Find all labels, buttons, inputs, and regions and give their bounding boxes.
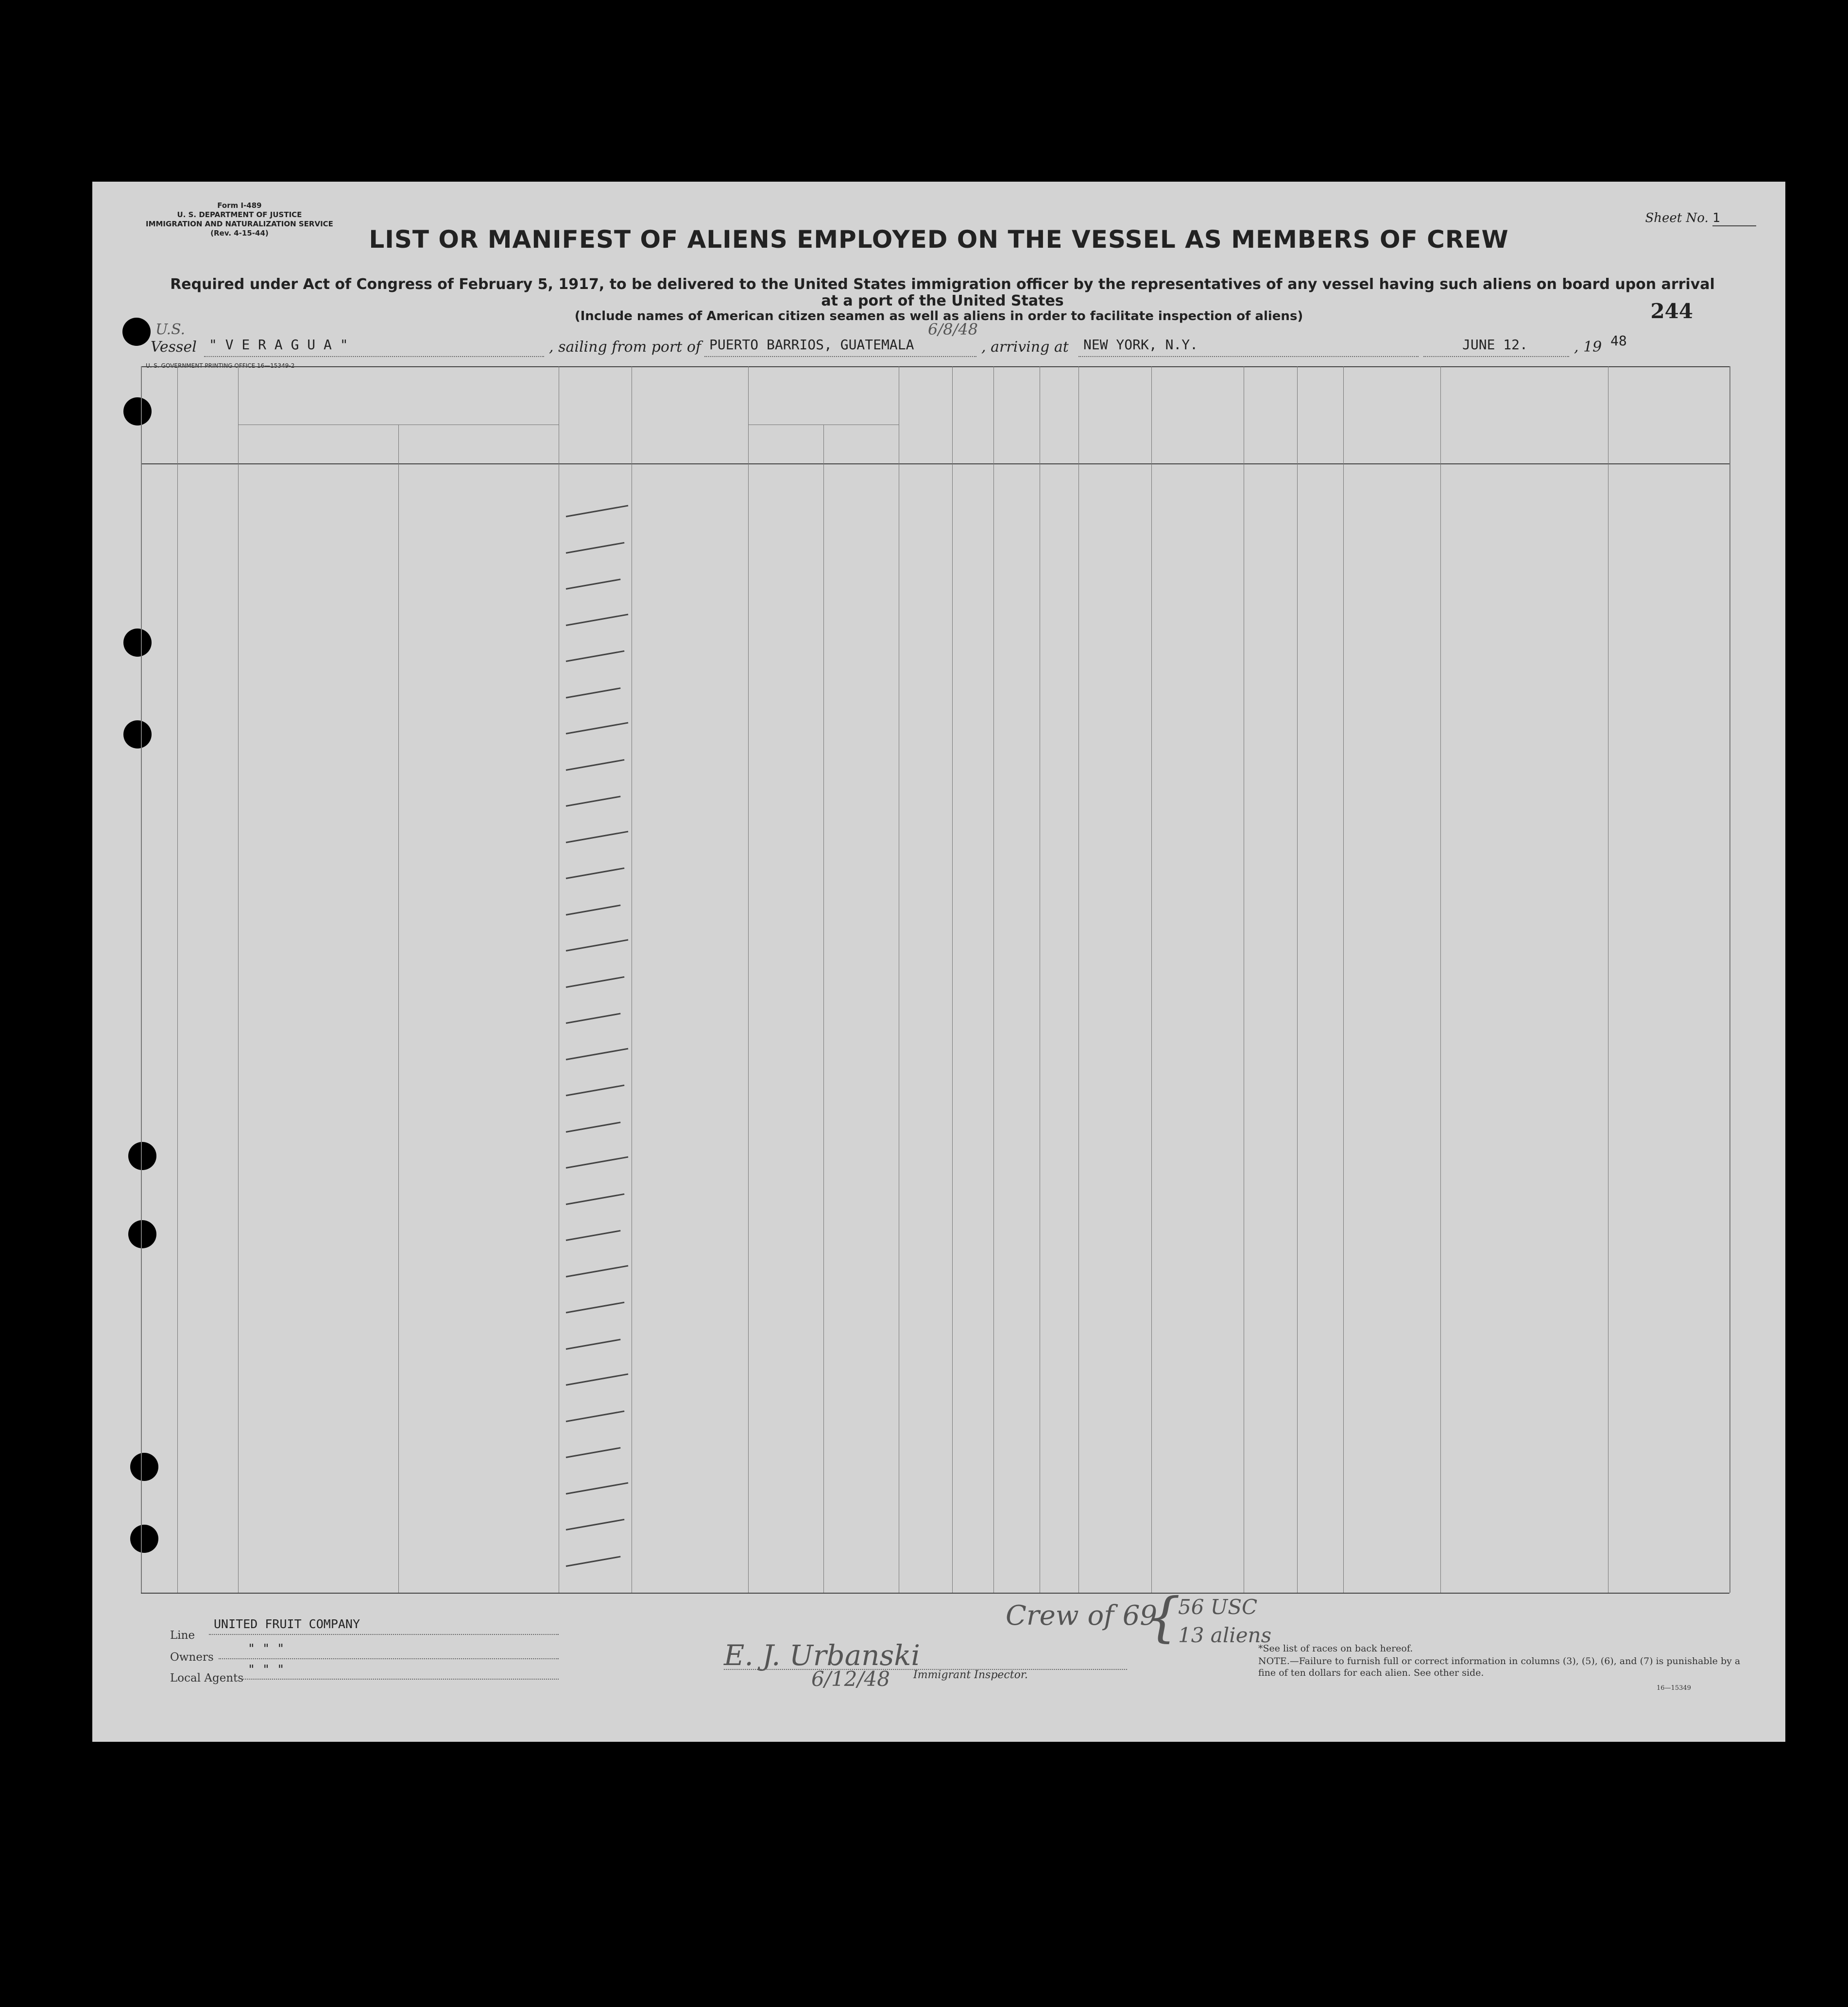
crew-aliens-note: 13 aliens [1178, 1623, 1272, 1647]
penalty-note: NOTE.—Failure to furnish full or correct information in columns (3), (5), (6), and (7) is punishable by a fine of ten dollars for each alien. See other side. [1258, 1656, 1741, 1678]
punch-hole [123, 720, 152, 748]
service-length-checkmark [566, 1339, 621, 1350]
sheet-value: 1 [1712, 211, 1756, 226]
page-title: LIST OR MANIFEST OF ALIENS EMPLOYED ON THE VESSEL AS MEMBERS OF CREW [369, 225, 1509, 254]
column-rule [1343, 366, 1344, 1593]
column-rule [993, 366, 994, 1593]
inspector-date: 6/12/48 [811, 1667, 890, 1691]
form-number: Form I-489 [217, 201, 262, 210]
punch-hole [128, 1220, 156, 1248]
service-length-checkmark [566, 505, 629, 517]
column-rule [1297, 366, 1298, 1593]
service-length-checkmark [566, 939, 629, 952]
service-length-checkmark [566, 722, 629, 734]
column-rule [141, 366, 142, 1593]
sailing-date-handwritten: 6/8/48 [928, 320, 978, 339]
service-length-checkmark [566, 1265, 629, 1277]
service-length-checkmark [566, 1519, 625, 1531]
header-bottom-rule [141, 463, 1729, 464]
requirement-text: Required under Act of Congress of February 5, 1917, to be delivered to the United States immigration officer by the representatives of any vessel having such aliens on board upon arrival at a port of the United States [170, 276, 1715, 309]
service-length-checkmark [566, 1373, 629, 1386]
sailing-label: , sailing from port of [549, 339, 702, 356]
punch-hole [128, 1142, 156, 1170]
manifest-sheet [92, 182, 1785, 1742]
sheet-label: Sheet No. [1645, 211, 1709, 225]
sailing-port: PUERTO BARRIOS, GUATEMALA [709, 337, 914, 353]
subcolumn-rule [398, 425, 399, 1593]
service-length-checkmark [566, 1156, 629, 1169]
printing-office-line: U. S. GOVERNMENT PRINTING OFFICE 16—15349-2 [146, 362, 295, 369]
service-length-checkmark [566, 613, 629, 626]
arrival-date: JUNE 12. [1462, 337, 1528, 353]
include-note: (Include names of American citizen seamen as well as aliens in order to facilitate inspection of aliens) [574, 309, 1303, 323]
line-value: UNITED FRUIT COMPANY [214, 1617, 360, 1631]
subcolumn-rule [823, 425, 824, 1593]
sheet-number [1645, 211, 1756, 226]
page-number-stamp: 244 [1650, 299, 1693, 323]
service-length-checkmark [566, 1048, 629, 1060]
punch-hole [130, 1453, 158, 1481]
column-rule [177, 366, 178, 1593]
vessel-label: Vessel [151, 339, 197, 356]
service-length-checkmark [566, 1447, 621, 1458]
service-length-checkmark [566, 1013, 621, 1024]
column-rule [238, 366, 239, 1593]
line-label: Line [170, 1629, 195, 1642]
column-rule [748, 366, 749, 1593]
service-length-checkmark [566, 1085, 625, 1096]
owners-label: Owners [170, 1651, 214, 1664]
service-length-checkmark [566, 1410, 625, 1422]
brace: { [1146, 1586, 1181, 1648]
punch-hole [123, 629, 152, 657]
service-length-checkmark [566, 1302, 625, 1313]
punch-hole [123, 397, 152, 425]
column-rule [1729, 366, 1730, 1593]
table-top-rule [141, 366, 1729, 367]
service-length-checkmark [566, 650, 625, 662]
agents-value: " " " [248, 1662, 285, 1676]
races-note: *See list of races on back hereof. [1258, 1643, 1413, 1654]
service-length-checkmark [566, 831, 629, 843]
punch-hole [130, 1525, 158, 1553]
service-length-checkmark [566, 1122, 621, 1133]
service-name: IMMIGRATION AND NATURALIZATION SERVICE [146, 220, 333, 228]
year-value: 48 [1610, 333, 1627, 349]
revision-date: (Rev. 4-15-44) [210, 229, 269, 238]
year-prefix: , 19 [1574, 339, 1602, 356]
service-length-checkmark [566, 542, 625, 553]
arriving-label: , arriving at [981, 339, 1069, 356]
vessel-line [151, 320, 1657, 360]
service-length-checkmark [566, 796, 621, 807]
service-length-checkmark [566, 867, 625, 879]
column-rule [1151, 366, 1152, 1593]
service-length-checkmark [566, 1556, 621, 1567]
owners-value: " " " [248, 1641, 285, 1655]
inspector-label: Immigrant Inspector. [913, 1669, 1028, 1681]
vessel-name: " V E R A G U A " [209, 337, 348, 353]
us-handwritten: U.S. [155, 321, 186, 338]
table-bottom-rule [141, 1593, 1729, 1594]
service-length-checkmark [566, 578, 621, 590]
column-rule [1440, 366, 1441, 1593]
arrival-port: NEW YORK, N.Y. [1083, 337, 1198, 353]
service-length-checkmark [566, 687, 621, 698]
service-length-checkmark [566, 1193, 625, 1205]
column-rule [952, 366, 953, 1593]
service-length-checkmark [566, 904, 621, 916]
service-length-checkmark [566, 1230, 621, 1241]
service-length-checkmark [566, 759, 625, 770]
crew-count-note: Crew of 69 [1006, 1600, 1157, 1632]
inspector-signature: E. J. Urbanski [724, 1639, 920, 1672]
crew-usc-note: 56 USC [1178, 1595, 1258, 1619]
column-rule [1078, 366, 1079, 1593]
form-code: 16—15349 [1657, 1684, 1691, 1692]
service-length-checkmark [566, 1482, 629, 1495]
department-name: U. S. DEPARTMENT OF JUSTICE [177, 210, 302, 219]
service-length-checkmark [566, 976, 625, 987]
agents-label: Local Agents [170, 1672, 244, 1684]
